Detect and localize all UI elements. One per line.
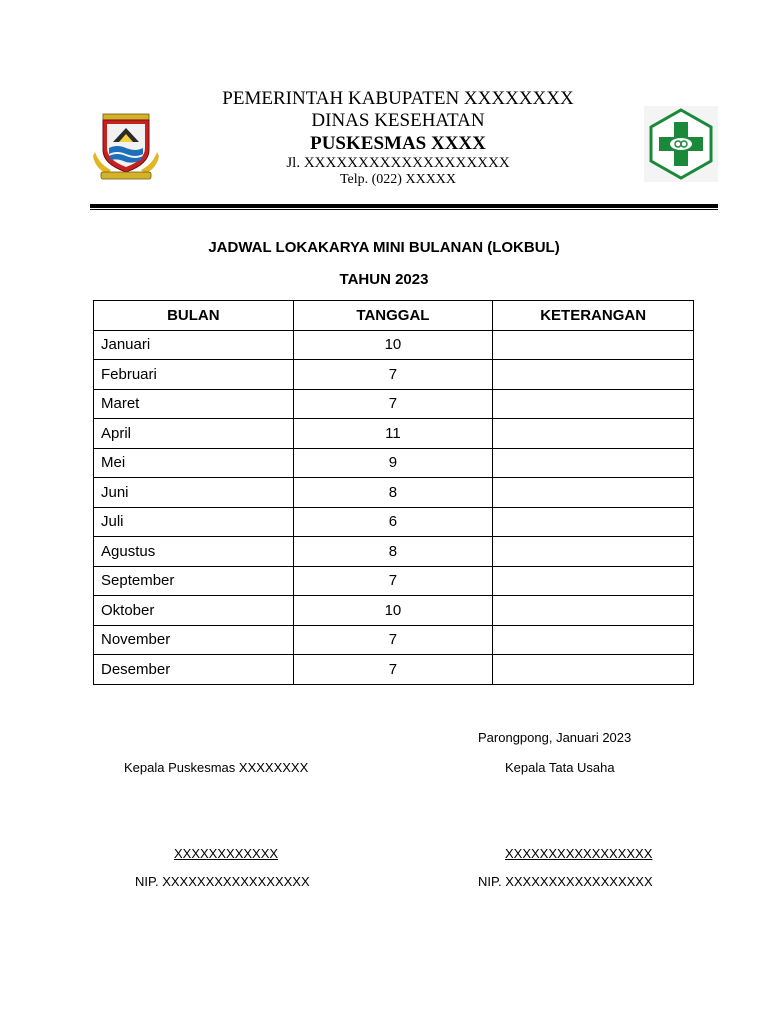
signature-nip-admin: NIP. XXXXXXXXXXXXXXXXX — [478, 874, 653, 889]
table-header-row — [94, 301, 694, 331]
cell-tanggal: 10 — [293, 330, 493, 360]
cell-tanggal: 7 — [293, 566, 493, 596]
column-header-keterangan: KETERANGAN — [493, 301, 694, 331]
signature-role-admin: Kepala Tata Usaha — [505, 760, 615, 775]
cell-tanggal: 8 — [293, 537, 493, 567]
signature-nip-head: NIP. XXXXXXXXXXXXXXXXX — [135, 874, 310, 889]
table-row — [94, 419, 694, 449]
cell-keterangan — [493, 419, 694, 449]
letterhead-address: Jl. XXXXXXXXXXXXXXXXXXX — [286, 155, 510, 171]
cell-bulan: Juli — [94, 507, 294, 537]
cell-bulan: November — [94, 625, 294, 655]
table-row — [94, 507, 694, 537]
cell-bulan: April — [94, 419, 294, 449]
table-row — [94, 537, 694, 567]
letterhead-divider-thick — [90, 204, 718, 208]
cell-keterangan — [493, 330, 694, 360]
cell-keterangan — [493, 360, 694, 390]
cell-tanggal: 7 — [293, 360, 493, 390]
document-title: JADWAL LOKAKARYA MINI BULANAN (LOKBUL) — [208, 239, 560, 256]
column-header-tanggal: TANGGAL — [293, 301, 493, 331]
table-row — [94, 596, 694, 626]
cell-keterangan — [493, 478, 694, 508]
signature-name-admin: XXXXXXXXXXXXXXXXX — [505, 846, 653, 861]
cell-tanggal: 6 — [293, 507, 493, 537]
signature-name-head: XXXXXXXXXXXX — [174, 846, 279, 861]
cell-bulan: Agustus — [94, 537, 294, 567]
cell-tanggal: 8 — [293, 478, 493, 508]
cell-keterangan — [493, 537, 694, 567]
puskesmas-cross-icon — [644, 106, 718, 182]
cell-bulan: Juni — [94, 478, 294, 508]
table-row — [94, 655, 694, 685]
schedule-table — [93, 300, 694, 685]
cell-keterangan — [493, 625, 694, 655]
cell-keterangan — [493, 448, 694, 478]
cell-bulan: Mei — [94, 448, 294, 478]
table-row — [94, 566, 694, 596]
regency-crest-icon — [93, 112, 159, 182]
cell-bulan: Desember — [94, 655, 294, 685]
signature-role-head: Kepala Puskesmas XXXXXXXX — [124, 760, 309, 775]
table-row — [94, 330, 694, 360]
cell-tanggal: 10 — [293, 596, 493, 626]
cell-keterangan — [493, 389, 694, 419]
cell-keterangan — [493, 655, 694, 685]
table-row — [94, 478, 694, 508]
cell-bulan: Maret — [94, 389, 294, 419]
letterhead-phone: Telp. (022) XXXXX — [339, 172, 457, 187]
table-row — [94, 389, 694, 419]
column-header-bulan: BULAN — [94, 301, 294, 331]
table-row — [94, 625, 694, 655]
signature-place-date: Parongpong, Januari 2023 — [478, 730, 632, 745]
cell-tanggal: 7 — [293, 655, 493, 685]
cell-keterangan — [493, 566, 694, 596]
cell-bulan: Januari — [94, 330, 294, 360]
letterhead-divider-thin — [90, 209, 718, 210]
cell-tanggal: 7 — [293, 625, 493, 655]
cell-tanggal: 9 — [293, 448, 493, 478]
cell-tanggal: 11 — [293, 419, 493, 449]
cell-keterangan — [493, 507, 694, 537]
cell-bulan: September — [94, 566, 294, 596]
cell-bulan: Oktober — [94, 596, 294, 626]
cell-tanggal: 7 — [293, 389, 493, 419]
table-row — [94, 360, 694, 390]
document-year-title: TAHUN 2023 — [339, 271, 429, 288]
letterhead-department: DINAS KESEHATAN — [311, 110, 485, 131]
table-row — [94, 448, 694, 478]
letterhead-puskesmas: PUSKESMAS XXXX — [310, 133, 486, 154]
cell-keterangan — [493, 596, 694, 626]
cell-bulan: Februari — [94, 360, 294, 390]
letterhead-government: PEMERINTAH KABUPATEN XXXXXXXX — [222, 88, 574, 109]
